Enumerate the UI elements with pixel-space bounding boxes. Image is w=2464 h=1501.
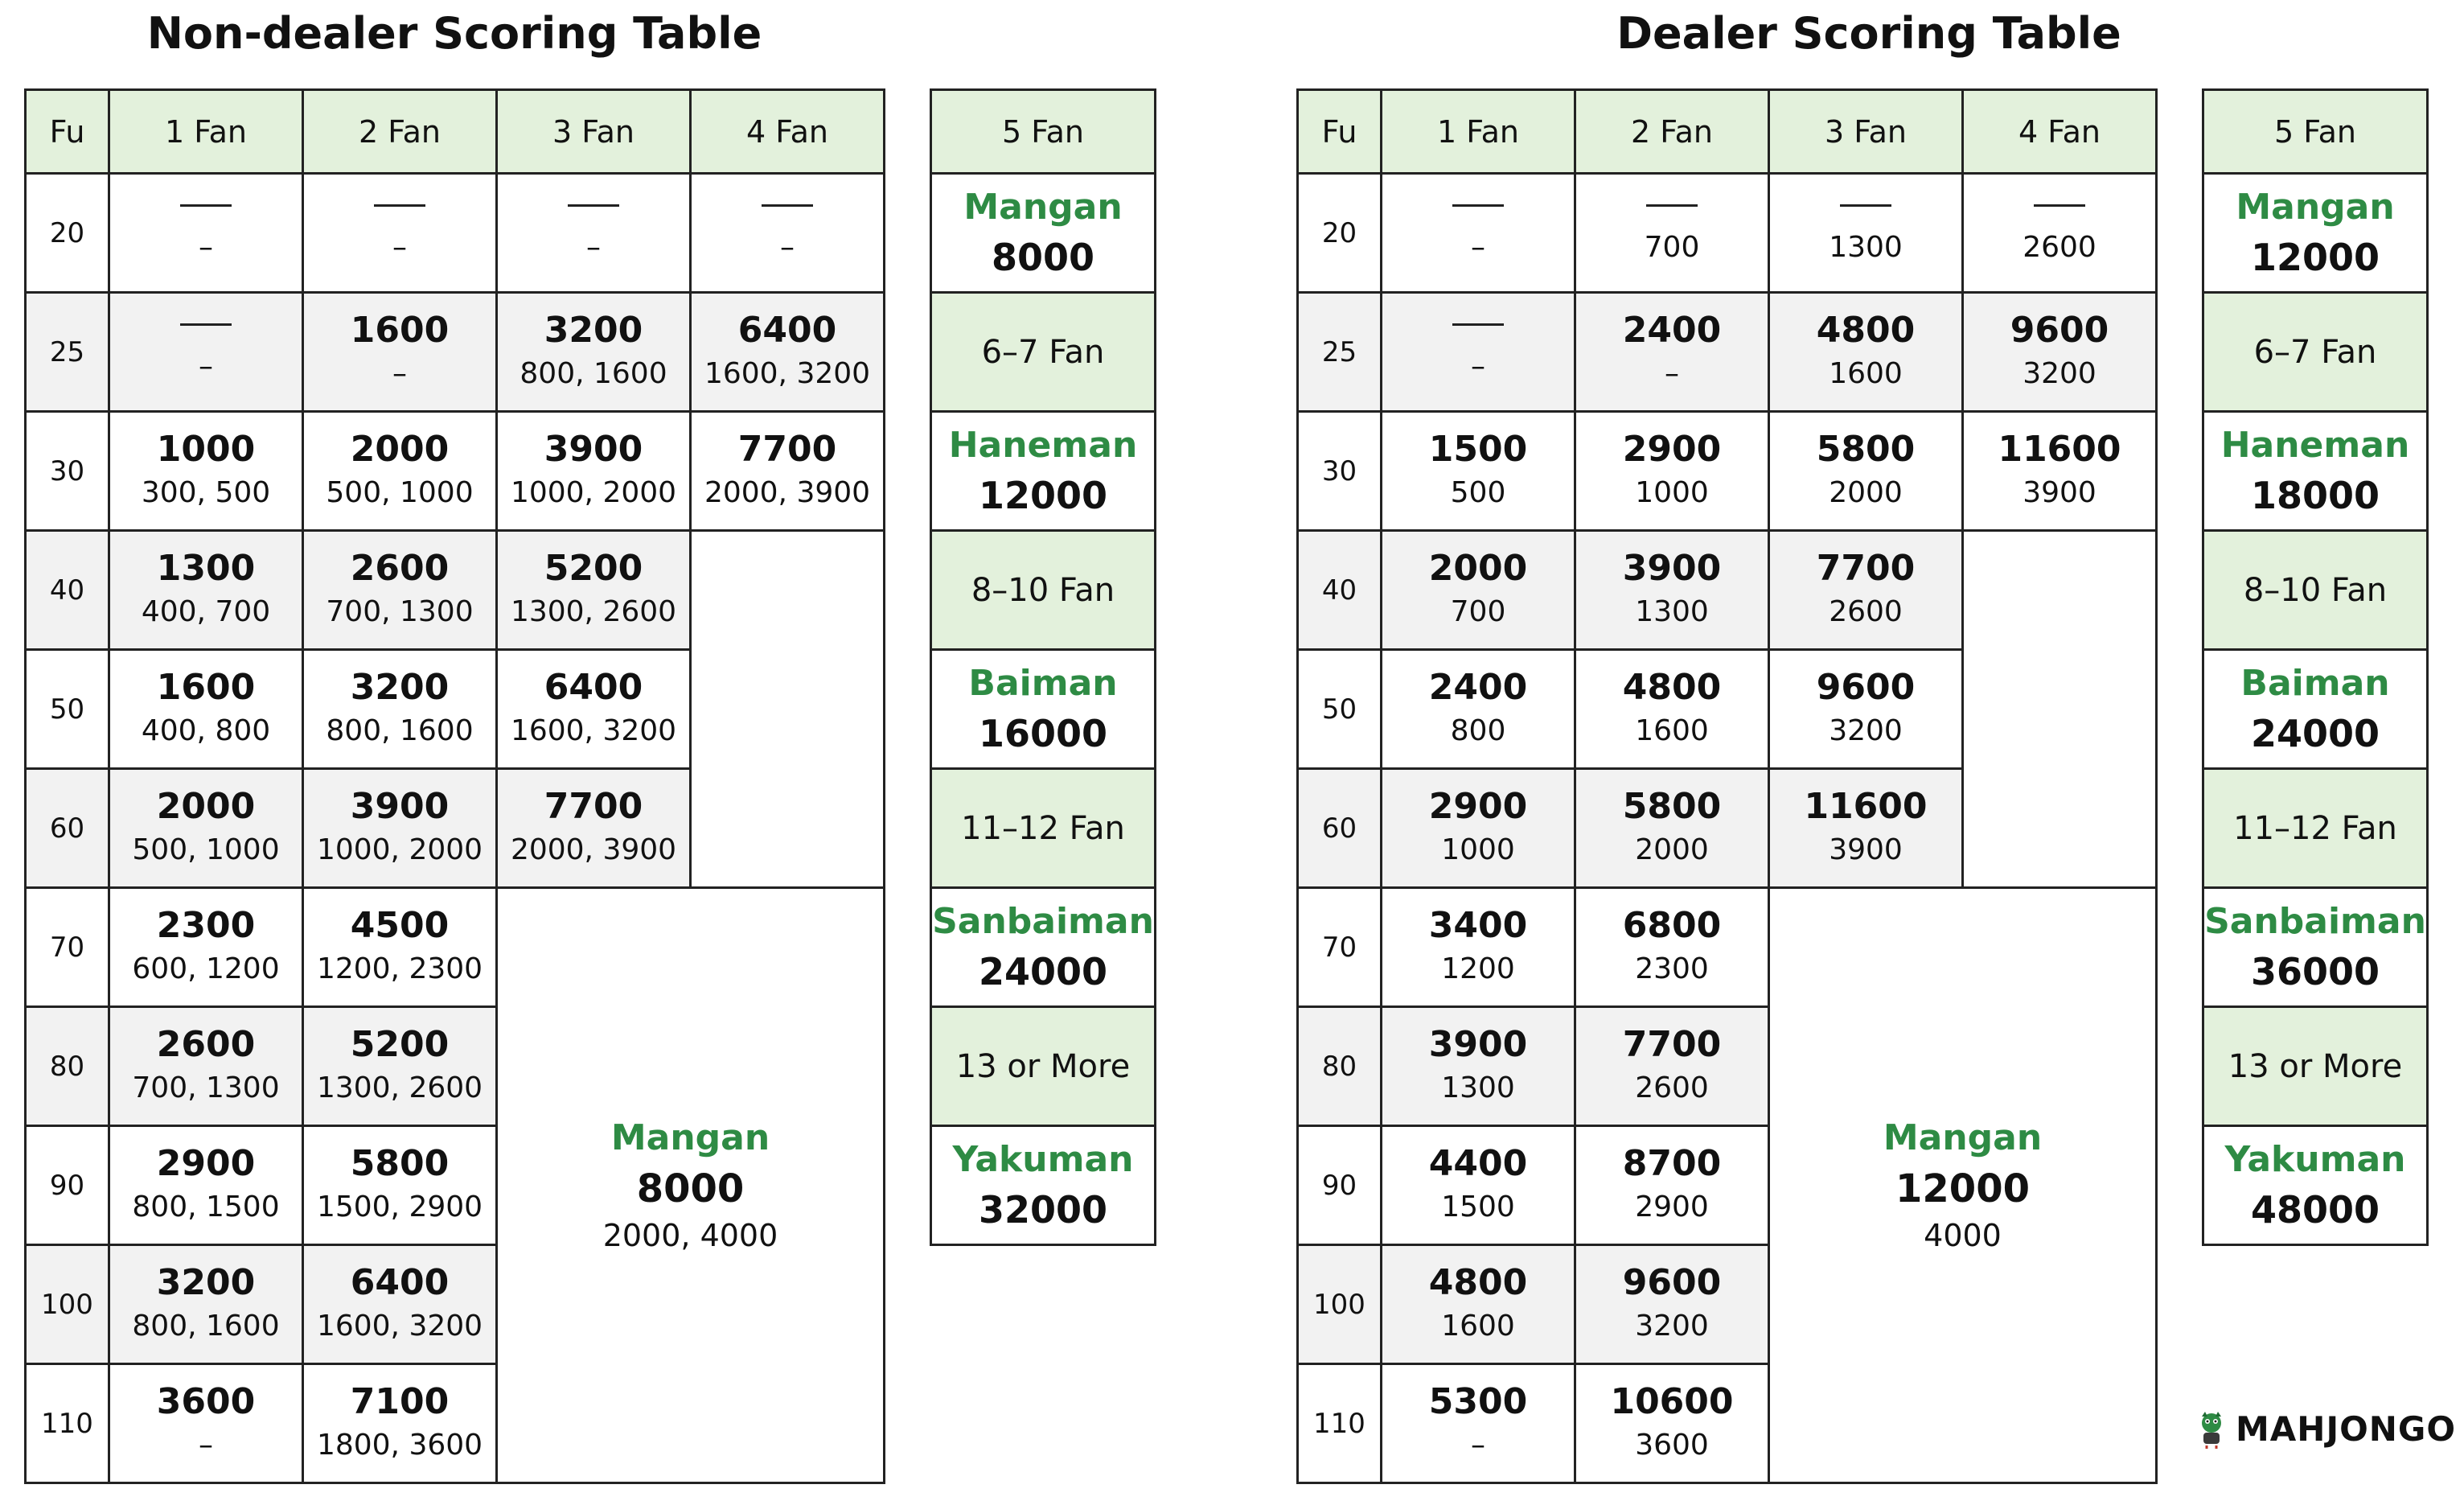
mahjongo-logo [2195,1409,2456,1449]
fan-range-label: 13 or More [932,1008,1156,1127]
score-split: 500, 1000 [132,833,280,867]
score-cell [304,770,498,889]
limit-hand-cell [932,413,1156,532]
score-points: 9600 [1816,666,1916,708]
limit-hand-name: Haneman [2220,425,2410,466]
score-split: 700, 1300 [326,595,474,629]
score-points: 4400 [1428,1142,1528,1184]
nondealer-scoring-grid [24,88,885,1484]
score-cell [1770,413,1964,532]
score-split: 1800, 3600 [316,1429,483,1462]
score-points: 6400 [544,666,643,708]
score-points: 11600 [1804,785,1928,827]
score-cell [110,175,304,294]
fu-row-label: 30 [1299,413,1382,532]
score-cell [1382,1246,1576,1365]
limit-hand-name: Yakuman [952,1139,1134,1180]
score-cell [1576,1365,1770,1484]
score-points: 3900 [1428,1023,1528,1065]
score-split: 800, 1500 [132,1191,280,1224]
limit-hand-name: Mangan [963,187,1123,228]
fu-row-label: 110 [1299,1365,1382,1484]
score-split: 2000, 3900 [510,833,677,867]
score-points: 7700 [737,428,837,470]
score-split: 1200, 2300 [316,952,483,986]
no-score-dash [1840,204,1891,207]
score-points: 2900 [156,1142,256,1184]
fan-range-label: 8–10 Fan [932,532,1156,651]
score-cell [1576,175,1770,294]
fan-column-header: 2 Fan [1576,91,1770,175]
score-split: 300, 500 [141,476,271,510]
score-split: 1600 [1829,357,1903,391]
score-split: 1300, 2600 [510,595,677,629]
fan-range-label: 6–7 Fan [932,294,1156,413]
score-split: 3200 [2023,357,2096,391]
no-score-dash [762,204,813,207]
score-cell [304,532,498,651]
score-points: 9600 [2010,309,2109,351]
score-cell [1770,175,1964,294]
score-split: 3900 [2023,476,2096,510]
mangan-label: Mangan [1883,1117,2043,1158]
score-cell [110,1246,304,1365]
score-cell [304,1008,498,1127]
score-split: 2600 [2023,230,2096,264]
fan-column-header: 3 Fan [1770,91,1964,175]
score-cell [1964,294,2158,413]
fu-row-label: 80 [1299,1008,1382,1127]
no-score-dash [568,204,619,207]
score-cell [498,532,692,651]
score-cell [692,413,885,532]
fu-row-label: 60 [27,770,110,889]
score-cell [498,294,692,413]
score-points: 4800 [1428,1261,1528,1303]
score-points: 1600 [156,666,256,708]
fan-column-header: 3 Fan [498,91,692,175]
score-split: 2000 [1635,833,1709,867]
score-cell [304,1246,498,1365]
score-split: 2900 [1635,1191,1709,1224]
score-split: 1600 [1635,714,1709,748]
score-split: 1300 [1829,230,1903,264]
score-points: 11600 [1998,428,2121,470]
no-score-dash [2034,204,2085,207]
score-cell [110,651,304,770]
score-split: – [1471,1429,1485,1462]
fan-range-label: 6–7 Fan [2204,294,2429,413]
limit-hand-points: 16000 [978,712,1108,755]
score-points: 6400 [737,309,837,351]
score-cell [304,1127,498,1246]
score-points: 5800 [1622,785,1722,827]
nondealer-table-title: Non-dealer Scoring Table [146,8,762,59]
fu-row-label: 60 [1299,770,1382,889]
score-cell [1770,532,1964,651]
limit-hand-name: Sanbaiman [2204,901,2426,942]
score-split: 1200 [1441,952,1515,986]
score-split: 1600 [1441,1310,1515,1343]
score-points: 5800 [350,1142,450,1184]
fu-row-label: 30 [27,413,110,532]
empty-four-fan-area [692,532,885,889]
score-split: 1000, 2000 [510,476,677,510]
fan-range-label: 13 or More [2204,1008,2429,1127]
score-split: – [199,349,213,383]
fu-row-label: 25 [1299,294,1382,413]
score-split: 2600 [1635,1071,1709,1105]
score-points: 2000 [156,785,256,827]
score-split: 1300 [1635,595,1709,629]
score-cell [1576,294,1770,413]
limit-hand-points: 24000 [2250,712,2380,755]
score-split: 1600, 3200 [510,714,677,748]
fu-column-header: Fu [27,91,110,175]
score-cell [1382,413,1576,532]
score-cell [1576,770,1770,889]
limit-hand-name: Sanbaiman [932,901,1154,942]
score-split: 3200 [1635,1310,1709,1343]
score-split: – [199,230,213,264]
score-split: 1600, 3200 [704,357,871,391]
score-split: 800 [1450,714,1506,748]
score-split: 1500, 2900 [316,1191,483,1224]
fan-column-header: 4 Fan [1964,91,2158,175]
score-points: 9600 [1622,1261,1722,1303]
fu-row-label: 50 [27,651,110,770]
score-split: – [1471,230,1485,264]
score-points: 2600 [156,1023,256,1065]
score-cell [1964,413,2158,532]
score-points: 4500 [350,904,450,946]
five-fan-header: 5 Fan [932,91,1156,175]
score-points: 2000 [350,428,450,470]
score-points: 2900 [1622,428,1722,470]
score-points: 5800 [1816,428,1916,470]
score-points: 10600 [1610,1380,1734,1422]
score-cell [1382,294,1576,413]
mangan-label: Mangan [610,1117,770,1158]
score-points: 7700 [1622,1023,1722,1065]
limit-hand-points: 12000 [978,474,1108,517]
score-cell [110,770,304,889]
mangan-split: 2000, 4000 [602,1218,778,1253]
fu-row-label: 70 [1299,889,1382,1008]
fan-range-label: 11–12 Fan [932,770,1156,889]
limit-hand-points: 18000 [2250,474,2380,517]
score-points: 4800 [1816,309,1916,351]
score-points: 3900 [544,428,643,470]
score-split: – [780,230,795,264]
score-points: 3900 [1622,547,1722,589]
limit-hand-cell [932,175,1156,294]
logo-text: MAHJONGO [2236,1409,2457,1449]
score-split: 2000 [1829,476,1903,510]
score-split: – [1665,357,1679,391]
score-points: 3200 [350,666,450,708]
dragon-mascot-icon [2195,1410,2228,1449]
fan-column-header: 1 Fan [1382,91,1576,175]
score-points: 6800 [1622,904,1722,946]
fu-row-label: 40 [27,532,110,651]
dealer-limit-hands [2202,88,2429,1246]
score-cell [1382,889,1576,1008]
no-score-dash [180,323,232,326]
fu-row-label: 40 [1299,532,1382,651]
score-cell [1382,1365,1576,1484]
score-split: 700 [1450,595,1506,629]
score-points: 3600 [156,1380,256,1422]
limit-hand-points: 24000 [978,950,1108,993]
score-split: 2600 [1829,595,1903,629]
score-cell [1382,175,1576,294]
limit-hand-name: Baiman [968,663,1118,704]
mangan-points: 8000 [636,1166,745,1211]
score-split: 3200 [1829,714,1903,748]
score-points: 1600 [350,309,450,351]
score-cell [110,1365,304,1484]
score-cell [498,413,692,532]
score-cell [1964,175,2158,294]
fu-row-label: 100 [1299,1246,1382,1365]
limit-hand-cell [932,651,1156,770]
score-cell [1576,532,1770,651]
fu-row-label: 20 [27,175,110,294]
dealer-table-title: Dealer Scoring Table [1616,8,2121,59]
score-cell [110,889,304,1008]
score-split: 3600 [1635,1429,1709,1462]
score-points: 2900 [1428,785,1528,827]
fan-column-header: 4 Fan [692,91,885,175]
no-score-dash [374,204,425,207]
score-split: 2000, 3900 [704,476,871,510]
score-cell [1576,1127,1770,1246]
score-cell [304,175,498,294]
score-points: 7700 [1816,547,1916,589]
score-points: 2300 [156,904,256,946]
score-split: 3900 [1829,833,1903,867]
score-split: – [392,230,407,264]
mangan-merged-cell [498,889,885,1484]
score-cell [1770,770,1964,889]
empty-four-fan-area [1964,532,2158,889]
score-cell [304,413,498,532]
score-points: 1500 [1428,428,1528,470]
nondealer-limit-hands [930,88,1156,1246]
limit-hand-points: 36000 [2250,950,2380,993]
score-points: 5300 [1428,1380,1528,1422]
score-cell [1382,532,1576,651]
score-split: 1000 [1635,476,1709,510]
score-split: – [392,357,407,391]
limit-hand-name: Haneman [948,425,1138,466]
score-split: 1000 [1441,833,1515,867]
score-split: 700 [1644,230,1700,264]
score-cell [1382,1127,1576,1246]
fu-row-label: 110 [27,1365,110,1484]
score-cell [1770,294,1964,413]
score-points: 7700 [544,785,643,827]
score-cell [1576,1008,1770,1127]
score-cell [692,294,885,413]
mangan-points: 12000 [1895,1166,2030,1211]
score-points: 2600 [350,547,450,589]
score-cell [304,651,498,770]
score-split: 1000, 2000 [316,833,483,867]
score-points: 2400 [1428,666,1528,708]
score-cell [304,1365,498,1484]
score-cell [1382,770,1576,889]
score-split: 800, 1600 [519,357,667,391]
score-split: – [1471,349,1485,383]
score-split: 500, 1000 [326,476,474,510]
score-split: 700, 1300 [132,1071,280,1105]
no-score-dash [1646,204,1698,207]
score-points: 4800 [1622,666,1722,708]
score-cell [1576,651,1770,770]
score-split: 800, 1600 [326,714,474,748]
limit-hand-name: Yakuman [2224,1139,2406,1180]
score-cell [1382,651,1576,770]
score-points: 3200 [156,1261,256,1303]
score-cell [110,413,304,532]
limit-hand-cell [932,889,1156,1008]
fu-row-label: 90 [1299,1127,1382,1246]
limit-hand-cell [2204,413,2429,532]
fu-row-label: 80 [27,1008,110,1127]
score-cell [110,294,304,413]
score-points: 3900 [350,785,450,827]
limit-hand-cell [932,1127,1156,1246]
score-split: 1500 [1441,1191,1515,1224]
score-cell [1382,1008,1576,1127]
no-score-dash [1452,323,1504,326]
limit-hand-points: 32000 [978,1188,1108,1232]
limit-hand-cell [2204,1127,2429,1246]
score-split: – [586,230,601,264]
score-points: 5200 [544,547,643,589]
limit-hand-name: Baiman [2240,663,2390,704]
score-points: 1000 [156,428,256,470]
score-split: – [199,1429,213,1462]
score-points: 2400 [1622,309,1722,351]
score-cell [110,1127,304,1246]
fan-column-header: 2 Fan [304,91,498,175]
score-split: 400, 800 [141,714,271,748]
mangan-split: 4000 [1924,1218,2002,1253]
score-split: 1300 [1441,1071,1515,1105]
score-cell [1576,1246,1770,1365]
fu-column-header: Fu [1299,91,1382,175]
fu-row-label: 50 [1299,651,1382,770]
score-points: 7100 [350,1380,450,1422]
fu-row-label: 70 [27,889,110,1008]
score-split: 800, 1600 [132,1310,280,1343]
limit-hand-cell [2204,651,2429,770]
score-cell [1770,651,1964,770]
score-cell [692,175,885,294]
score-split: 1600, 3200 [316,1310,483,1343]
fu-row-label: 20 [1299,175,1382,294]
no-score-dash [1452,204,1504,207]
score-cell [110,1008,304,1127]
score-points: 5200 [350,1023,450,1065]
limit-hand-name: Mangan [2236,187,2395,228]
score-cell [304,294,498,413]
mangan-merged-cell [1770,889,2158,1484]
score-cell [304,889,498,1008]
score-points: 2000 [1428,547,1528,589]
fan-range-label: 8–10 Fan [2204,532,2429,651]
score-split: 600, 1200 [132,952,280,986]
score-split: 1300, 2600 [316,1071,483,1105]
score-split: 400, 700 [141,595,271,629]
fan-range-label: 11–12 Fan [2204,770,2429,889]
score-cell [110,532,304,651]
score-cell [498,770,692,889]
no-score-dash [180,204,232,207]
score-points: 3400 [1428,904,1528,946]
limit-hand-points: 8000 [991,236,1095,279]
fan-column-header: 1 Fan [110,91,304,175]
fu-row-label: 90 [27,1127,110,1246]
score-points: 8700 [1622,1142,1722,1184]
limit-hand-points: 48000 [2250,1188,2380,1232]
limit-hand-cell [2204,889,2429,1008]
score-split: 2300 [1635,952,1709,986]
limit-hand-points: 12000 [2250,236,2380,279]
score-cell [498,651,692,770]
five-fan-header: 5 Fan [2204,91,2429,175]
score-points: 6400 [350,1261,450,1303]
score-points: 3200 [544,309,643,351]
fu-row-label: 100 [27,1246,110,1365]
dealer-scoring-grid [1296,88,2158,1484]
score-cell [498,175,692,294]
score-split: 500 [1450,476,1506,510]
score-points: 1300 [156,547,256,589]
limit-hand-cell [2204,175,2429,294]
score-cell [1576,889,1770,1008]
fu-row-label: 25 [27,294,110,413]
score-cell [1576,413,1770,532]
